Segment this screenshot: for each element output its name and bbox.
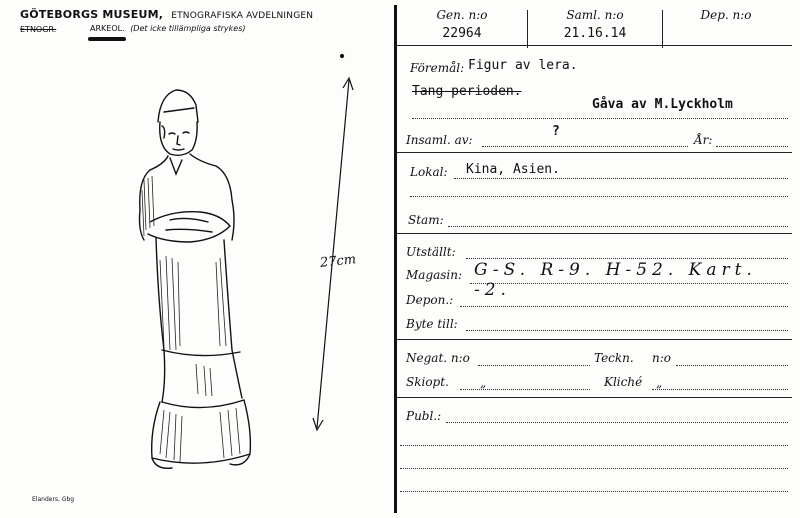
skiopt-label: Skiopt.: [406, 375, 449, 389]
utstallt-label: Utställt:: [406, 245, 456, 259]
period-text: Tang-perioden.: [412, 84, 522, 99]
museum-name: GÖTEBORGS MUSEUM,: [20, 8, 164, 21]
arkeol-label: ARKEOL.: [90, 24, 125, 33]
dotted-line: [482, 146, 688, 147]
saml-number-cell: [528, 5, 662, 45]
number-header-row: [397, 5, 789, 45]
rule: [397, 152, 792, 153]
dotted-line: [400, 445, 788, 446]
magasin-label: Magasin:: [406, 268, 463, 282]
foremal-label: Föremål:: [410, 61, 465, 75]
dotted-line: [460, 306, 788, 307]
gen-number-cell: [397, 5, 527, 45]
cliche-ditto: „: [656, 376, 663, 390]
etnogr-label: ETNOGR.: [20, 25, 57, 34]
dotted-line: [716, 146, 788, 147]
lokal-label: Lokal:: [410, 165, 448, 179]
dotted-line: [676, 365, 788, 366]
teckn-number-label: n:o: [652, 351, 671, 365]
magasin-value: G-S. R-9. H-52. Kart. -2.: [474, 260, 757, 300]
negat-label: Negat. n:o: [406, 351, 470, 365]
dotted-line: [400, 468, 788, 469]
arkeol-note: (Det icke tillämpliga strykes): [130, 24, 246, 33]
gift-text: Gåva av M.Lyckholm: [592, 97, 733, 112]
gen-number-value: 22964: [442, 26, 482, 41]
dep-number-label: Dep. n:o: [700, 8, 752, 22]
gen-number-label: Gen. n:o: [436, 8, 488, 22]
saml-number-label: Saml. n:o: [566, 8, 624, 22]
dotted-line: [466, 330, 788, 331]
ar-label: År:: [694, 133, 713, 147]
rule: [397, 397, 792, 398]
insaml-value: ?: [552, 124, 560, 139]
byte-label: Byte till:: [406, 317, 458, 331]
dotted-line: [652, 389, 788, 390]
rule: [397, 45, 792, 46]
rule: [397, 233, 792, 234]
skiopt-ditto: „: [480, 376, 487, 390]
dotted-line: [400, 491, 788, 492]
lokal-value: Kina, Asien.: [466, 162, 560, 177]
foremal-value: Figur av lera.: [468, 58, 578, 73]
saml-number-value: 21.16.14: [563, 26, 627, 41]
depon-label: Depon.:: [406, 293, 454, 307]
stam-label: Stam:: [408, 213, 444, 227]
dotted-line: [454, 178, 788, 179]
dotted-line: [446, 422, 788, 423]
dotted-line: [478, 365, 590, 366]
dotted-line: [466, 258, 788, 259]
dotted-line: [460, 389, 590, 390]
height-measurement: 27cm: [319, 252, 357, 271]
card-divider: [394, 5, 397, 513]
cliche-label: Kliché: [604, 375, 643, 389]
arkeol-line: [90, 24, 246, 33]
publ-label: Publ.:: [406, 409, 442, 423]
insaml-label: Insaml. av:: [406, 133, 473, 147]
dotted-line: [410, 196, 788, 197]
department-name: ETNOGRAFISKA AVDELNINGEN: [171, 11, 314, 21]
dotted-line: [448, 226, 788, 227]
rule: [397, 339, 792, 340]
arkeol-underline-mark: [88, 37, 126, 41]
museum-header: [20, 8, 313, 21]
dep-number-cell: [663, 5, 789, 45]
teckn-label: Teckn.: [594, 351, 634, 365]
printer-imprint: Elanders, Gbg: [32, 496, 75, 503]
dotted-line: [470, 283, 788, 284]
dotted-line: [412, 118, 788, 119]
